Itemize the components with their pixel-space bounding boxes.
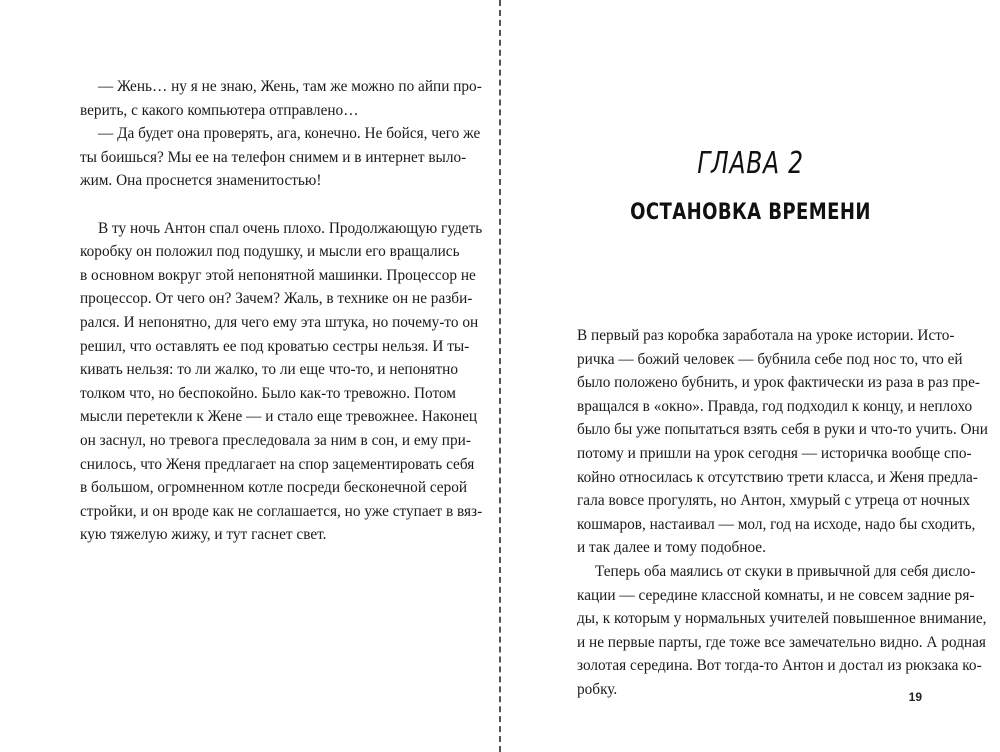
page-number: 19: [908, 690, 922, 704]
text-line: снилось, что Женя предлагает на спор зацементировать себя: [80, 455, 475, 473]
text-line: коробку он положил под подушку, и мысли его вращались: [80, 243, 460, 261]
text-line: процессор. От чего он? Зачем? Жаль, в технике он не разби-: [80, 290, 473, 308]
text-line: кивать нельзя: то ли жалко, то ли еще что-то, и непонятно: [80, 361, 458, 379]
chapter-label: ГЛАВА 2: [697, 146, 804, 181]
text-line: мысли перетекли к Жене — и стало еще тревожнее. Наконец: [80, 408, 478, 426]
text-line: Теперь оба маялись от скуки в привычной для себя дисло-: [595, 562, 976, 580]
text-line: было бы уже попытаться взять себя в руки и что-то учить. Они: [577, 421, 988, 439]
text-line: он заснул, но тревога преследовала за ним в сон, и ему при-: [80, 431, 471, 449]
text-line: решил, что оставлять ее под кроватью сестры нельзя. И ты-: [80, 337, 470, 355]
text-line: робку.: [577, 680, 618, 698]
text-line: койно относилась к отсутствию трети класса, и Женя предла-: [577, 468, 978, 486]
text-line: ричка — божий человек — бубнила себе под нос то, что ей: [577, 350, 963, 368]
paragraph: [80, 122, 481, 193]
text-line: и так далее и тому подобное.: [577, 539, 766, 557]
text-line: — Жень… ну я не знаю, Жень, там же можно по айпи про-: [98, 78, 482, 95]
text-line: и не первые парты, где тоже все замечательно видно. А родная: [577, 633, 986, 651]
text-line: верить, с какого компьютера отправлено…: [80, 101, 359, 119]
text-line: золотая середина. Вот тогда-то Антон и достал из рюкзака ко-: [577, 657, 982, 675]
text-line: ты боишься? Мы ее на телефон снимем и в интернет выло-: [80, 148, 467, 166]
paragraph: [577, 324, 988, 560]
text-line: толком что, но беспокойно. Было как-то тревожно. Потом: [80, 384, 456, 402]
text-line: было положено бубнить, и урок фактически из раза в раз пре-: [577, 374, 980, 392]
text-line: в большом, огромненном котле посреди бесконечной серой: [80, 479, 468, 497]
text-line: потому и пришли на урок сегодня — историчка вообще спо-: [577, 444, 972, 462]
chapter-title: ОСТАНОВКА ВРЕМЕНИ: [630, 200, 871, 225]
paragraph-gap: [80, 193, 425, 217]
right-page: [501, 0, 1000, 752]
left-body-text: [80, 75, 483, 547]
text-line: рался. И непонятно, для чего ему эта штука, но почему-то он: [80, 313, 479, 331]
text-line: В первый раз коробка заработала на уроке истории. Исто-: [577, 327, 955, 344]
text-line: кации — середине классной комнаты, и не совсем задние ря-: [577, 586, 975, 604]
text-line: — Да будет она проверять, ага, конечно. Не бойся, чего же: [98, 125, 481, 143]
text-line: кошмаров, настаивал — мол, год на исходе, надо бы сходить,: [577, 515, 976, 533]
text-line: стройки, и он вроде как не соглашается, но уже ступает в вяз-: [80, 502, 483, 520]
text-line: кую тяжелую жижу, и тут гаснет свет.: [80, 526, 327, 544]
text-line: В ту ночь Антон спал очень плохо. Продолжающую гудеть: [98, 219, 483, 237]
paragraph: [577, 560, 987, 702]
left-page: [0, 0, 499, 752]
text-line: жим. Она проснется знаменитостью!: [80, 172, 322, 190]
text-line: в основном вокруг этой непонятной машинки. Процессор не: [80, 266, 476, 284]
text-line: гала вовсе прогулять, но Антон, хмурый с утреца от ночных: [577, 492, 970, 510]
paragraph: [80, 217, 483, 547]
text-line: вращался в «окно». Правда, год подходил к концу, и неплохо: [577, 397, 973, 415]
text-line: ды, к которым у нормальных учителей повышенное внимание,: [577, 610, 987, 628]
right-body-text: [577, 324, 988, 702]
paragraph: [80, 75, 482, 122]
